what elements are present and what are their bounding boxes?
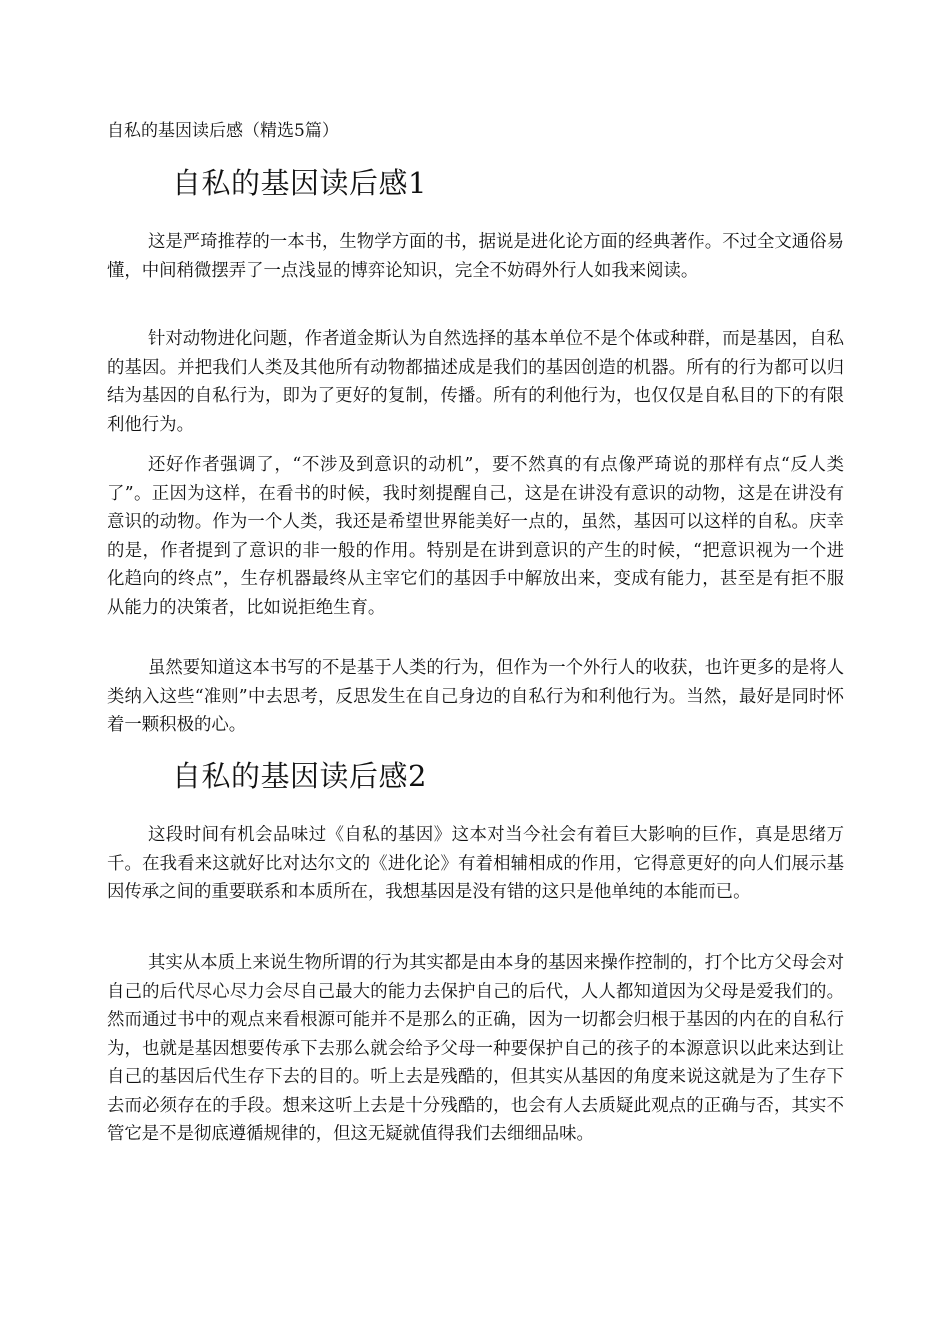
section-heading-2: 自私的基因读后感2 [172,759,427,793]
section-heading-1: 自私的基因读后感1 [172,166,427,200]
section-1-paragraph-2: 针对动物进化问题，作者道金斯认为自然选择的基本单位不是个体或种群，而是基因，自私的基因。并把我们人类及其他所有动物都描述成是我们的基因创造的机器。所有的行为都可以归结为基因的自私行为，即为了更好的复制，传播。所有的利他行为，也仅仅是自私目的下的有限利他行为。 [107,329,844,435]
section-1-paragraph-4: 虽然要知道这本书写的不是基于人类的行为，但作为一个外行人的收获，也许更多的是将人类纳入这些“准则”中去思考，反思发生在自己身边的自私行为和利他行为。当然，最好是同时怀着一颗积极的心。 [107,658,844,735]
section-1-paragraph-1: 这是严琦推荐的一本书，生物学方面的书，据说是进化论方面的经典著作。不过全文通俗易懂，中间稍微摆弄了一点浅显的博弈论知识，完全不妨碍外行人如我来阅读。 [107,232,844,281]
section-2-paragraph-2: 其实从本质上来说生物所谓的行为其实都是由本身的基因来操作控制的，打个比方父母会对自己的后代尽心尽力会尽自己最大的能力去保护自己的后代，人人都知道因为父母是爱我们的。然而通过书中的观点来看根源可能并不是那么的正确，因为一切都会归根于基因的内在的自私行为，也就是基因想要传承下去那么就会给予父母一种要保护自己的孩子的本源意识以此来达到让自己的基因后代生存下去的目的。听上去是残酷的，但其实从基因的角度来说这就是为了生存下去而必须存在的手段。想来这听上去是十分残酷的，也会有人去质疑此观点的正确与否，其实不管它是不是彻底遵循规律的，但这无疑就值得我们去细细品味。 [107,953,844,1144]
document-title: 自私的基因读后感（精选5篇） [107,121,339,141]
section-2-paragraph-1: 这段时间有机会品味过《自私的基因》这本对当今社会有着巨大影响的巨作，真是思绪万千。在我看来这就好比对达尔文的《进化论》有着相辅相成的作用，它得意更好的向人们展示基因传承之间的重要联系和本质所在，我想基因是没有错的这只是他单纯的本能而已。 [107,825,844,902]
section-1-paragraph-3: 还好作者强调了，“不涉及到意识的动机”，要不然真的有点像严琦说的那样有点“反人类了”。正因为这样，在看书的时候，我时刻提醒自己，这是在讲没有意识的动物，这是在讲没有意识的动物。作为一个人类，我还是希望世界能美好一点的，虽然，基因可以这样的自私。庆幸的是，作者提到了意识的非一般的作用。特别是在讲到意识的产生的时候，“把意识视为一个进化趋向的终点”，生存机器最终从主宰它们的基因手中解放出来，变成有能力，甚至是有拒不服从能力的决策者，比如说拒绝生育。 [107,455,844,618]
